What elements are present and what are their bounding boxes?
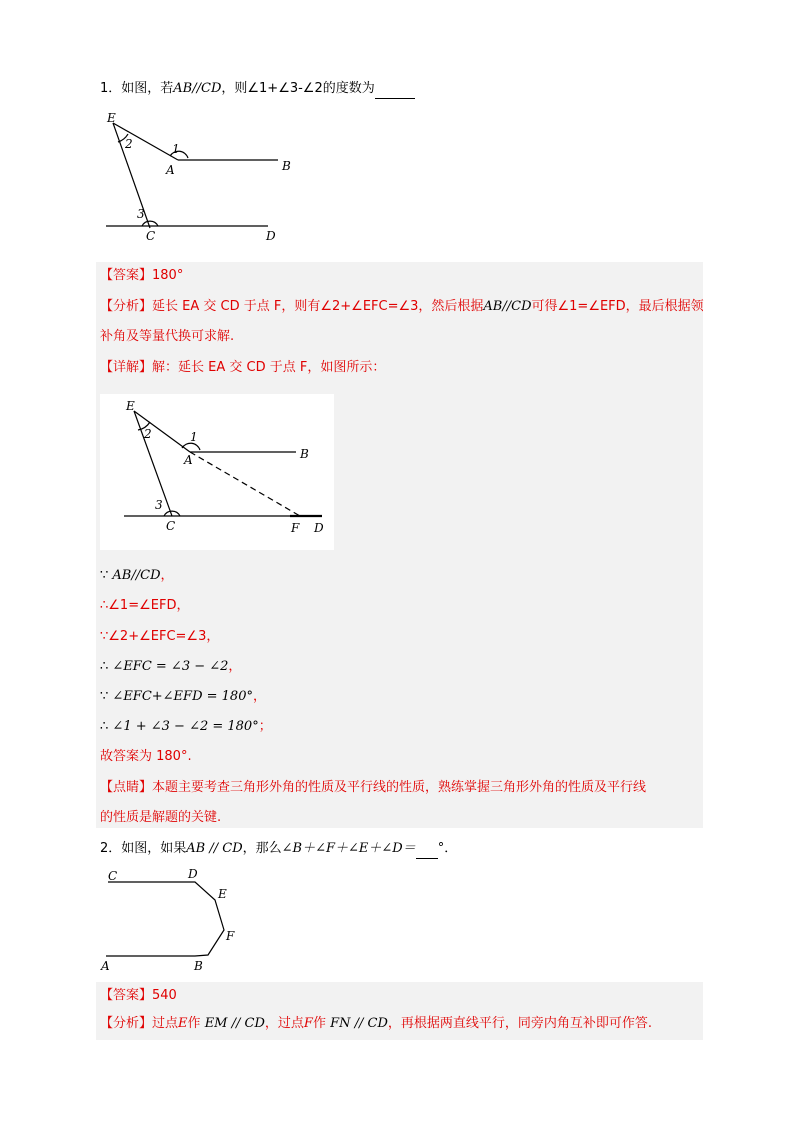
q1-detail-tag: 【详解】	[100, 360, 153, 375]
q2-analysis-end: ，再根据两直线平行，同旁内角互补即可作答.	[387, 1016, 653, 1031]
q1-conclusion: 故答案为 180°.	[100, 749, 192, 764]
q1-step-4-symbol: ∴	[100, 659, 109, 674]
q1-detail-figure	[100, 394, 334, 550]
q1-fig2-label-d: D	[314, 521, 324, 535]
q2-stem-text-a: 如图，如果	[121, 841, 187, 856]
q1-step-5-math: ∠EFC+∠EFD = 180°	[112, 689, 253, 704]
q2-answer-value: 540	[152, 988, 177, 1003]
q2-fig-label-e: E	[218, 887, 227, 901]
q1-step-6-end: ；	[258, 719, 272, 734]
q2-stem-text-b: ，那么	[242, 841, 282, 856]
q1-fig2-label-e: E	[126, 399, 135, 413]
q1-fig2-label-c: C	[166, 519, 176, 533]
q2-answer	[100, 986, 177, 1006]
q1-fig-label-b: B	[282, 159, 291, 173]
q1-step-1-end: ，	[160, 568, 174, 583]
q2-fig-label-d: D	[188, 867, 198, 881]
q1-step-2	[100, 596, 189, 616]
q1-step-2-math: ∠1=∠EFD	[108, 598, 177, 613]
q2-analysis-a: 过点	[152, 1016, 179, 1031]
q1-fig-label-e: E	[107, 111, 116, 125]
q1-answer-value: 180°	[152, 268, 184, 283]
q2-analysis-d: 作	[312, 1016, 326, 1031]
q2-stem-expr: ∠B＋∠F＋∠E＋∠D＝	[281, 841, 416, 856]
q1-stem	[100, 78, 415, 99]
q1-fig2-label-3: 3	[155, 498, 163, 512]
q1-fig-label-a: A	[166, 163, 175, 177]
q2-analysis-b: 作	[187, 1016, 201, 1031]
q1-comment-line1	[100, 778, 646, 798]
q1-step-2-end: ，	[176, 598, 190, 613]
q1-fig-label-1: 1	[172, 142, 180, 156]
q1-answer-tag: 【答案】	[100, 268, 153, 283]
q1-step-2-symbol: ∴	[100, 598, 109, 613]
q1-detail-text: 解：延长 EA 交 CD 于点 F，如图所示：	[152, 360, 386, 375]
q1-step-4-end: ，	[228, 659, 242, 674]
q2-analysis-e: E	[178, 1016, 188, 1031]
q1-fig2-label-2: 2	[144, 427, 152, 441]
q2-figure	[98, 864, 248, 974]
q1-analysis-a: 延长 EA 交 CD 于点 F，则有∠2+∠EFC=∠3，然后根据	[152, 299, 484, 314]
q1-fig2-label-b: B	[300, 447, 309, 461]
q2-analysis	[100, 1014, 652, 1034]
q2-analysis-math2: FN // CD	[330, 1016, 388, 1031]
q2-analysis-math1: EM // CD	[204, 1016, 265, 1031]
q2-fig-label-c: C	[108, 869, 118, 883]
q2-stem-math: AB // CD	[186, 841, 243, 856]
q1-step-1-math: AB//CD	[112, 568, 161, 583]
q1-number: 1．	[100, 81, 122, 96]
q2-answer-blank	[416, 838, 438, 859]
q1-fig-label-2: 2	[125, 137, 133, 151]
q1-detail	[100, 358, 385, 378]
q1-fig-label-d: D	[266, 229, 276, 243]
q2-fig-label-a: A	[101, 959, 110, 973]
q1-fig-label-3: 3	[137, 207, 145, 221]
q2-stem	[100, 838, 457, 859]
q1-step-5-end: ，	[252, 689, 266, 704]
q1-step-6	[100, 717, 272, 737]
q1-step-3-symbol: ∵	[100, 629, 109, 644]
q2-fig-label-f: F	[226, 929, 235, 943]
q1-analysis-b: 可得∠1=∠EFD，最后根据领	[531, 299, 704, 314]
q1-analysis-line2: 补角及等量代换可求解.	[100, 329, 235, 344]
q1-answer	[100, 266, 183, 286]
q2-answer-tag: 【答案】	[100, 988, 153, 1003]
q1-fig2-label-a: A	[184, 453, 193, 467]
q2-stem-end: °．	[437, 841, 458, 856]
q1-step-6-symbol: ∴	[100, 719, 109, 734]
q1-fig-label-c: C	[146, 229, 156, 243]
q1-step-4	[100, 657, 241, 677]
q2-fig-label-b: B	[194, 959, 203, 973]
q1-step-6-math: ∠1 + ∠3 − ∠2 = 180°	[112, 719, 259, 734]
q1-analysis-tag: 【分析】	[100, 299, 153, 314]
q1-figure	[100, 108, 300, 248]
q1-stem-text-a: 如图，若	[121, 81, 174, 96]
q1-analysis-line1	[100, 297, 704, 317]
q1-step-5	[100, 687, 266, 707]
q1-step-5-symbol: ∵	[100, 689, 109, 704]
q1-stem-math: AB//CD	[173, 81, 222, 96]
q2-number: 2．	[100, 841, 122, 856]
q1-step-3	[100, 627, 219, 647]
q1-fig2-label-1: 1	[190, 430, 198, 444]
q1-fig2-label-f: F	[291, 521, 300, 535]
q1-comment-tag: 【点睛】	[100, 780, 153, 795]
q1-step-3-math: ∠2+∠EFC=∠3	[108, 629, 207, 644]
q1-step-1	[100, 566, 174, 586]
q1-answer-blank	[375, 78, 415, 99]
q2-analysis-tag: 【分析】	[100, 1016, 153, 1031]
q1-step-4-math: ∠EFC = ∠3 − ∠2	[112, 659, 229, 674]
q1-comment-text-1: 本题主要考查三角形外角的性质及平行线的性质，熟练掌握三角形外角的性质及平行线	[152, 780, 647, 795]
q1-comment-line2: 的性质是解题的关键.	[100, 810, 222, 825]
q1-step-3-end: ，	[206, 629, 220, 644]
q2-analysis-f: F	[303, 1016, 313, 1031]
q1-step-1-symbol: ∵	[100, 568, 109, 583]
q1-stem-text-b: ，则∠1+∠3-∠2的度数为	[221, 81, 375, 96]
q2-analysis-c: ，过点	[264, 1016, 304, 1031]
q1-analysis-math: AB//CD	[483, 299, 532, 314]
